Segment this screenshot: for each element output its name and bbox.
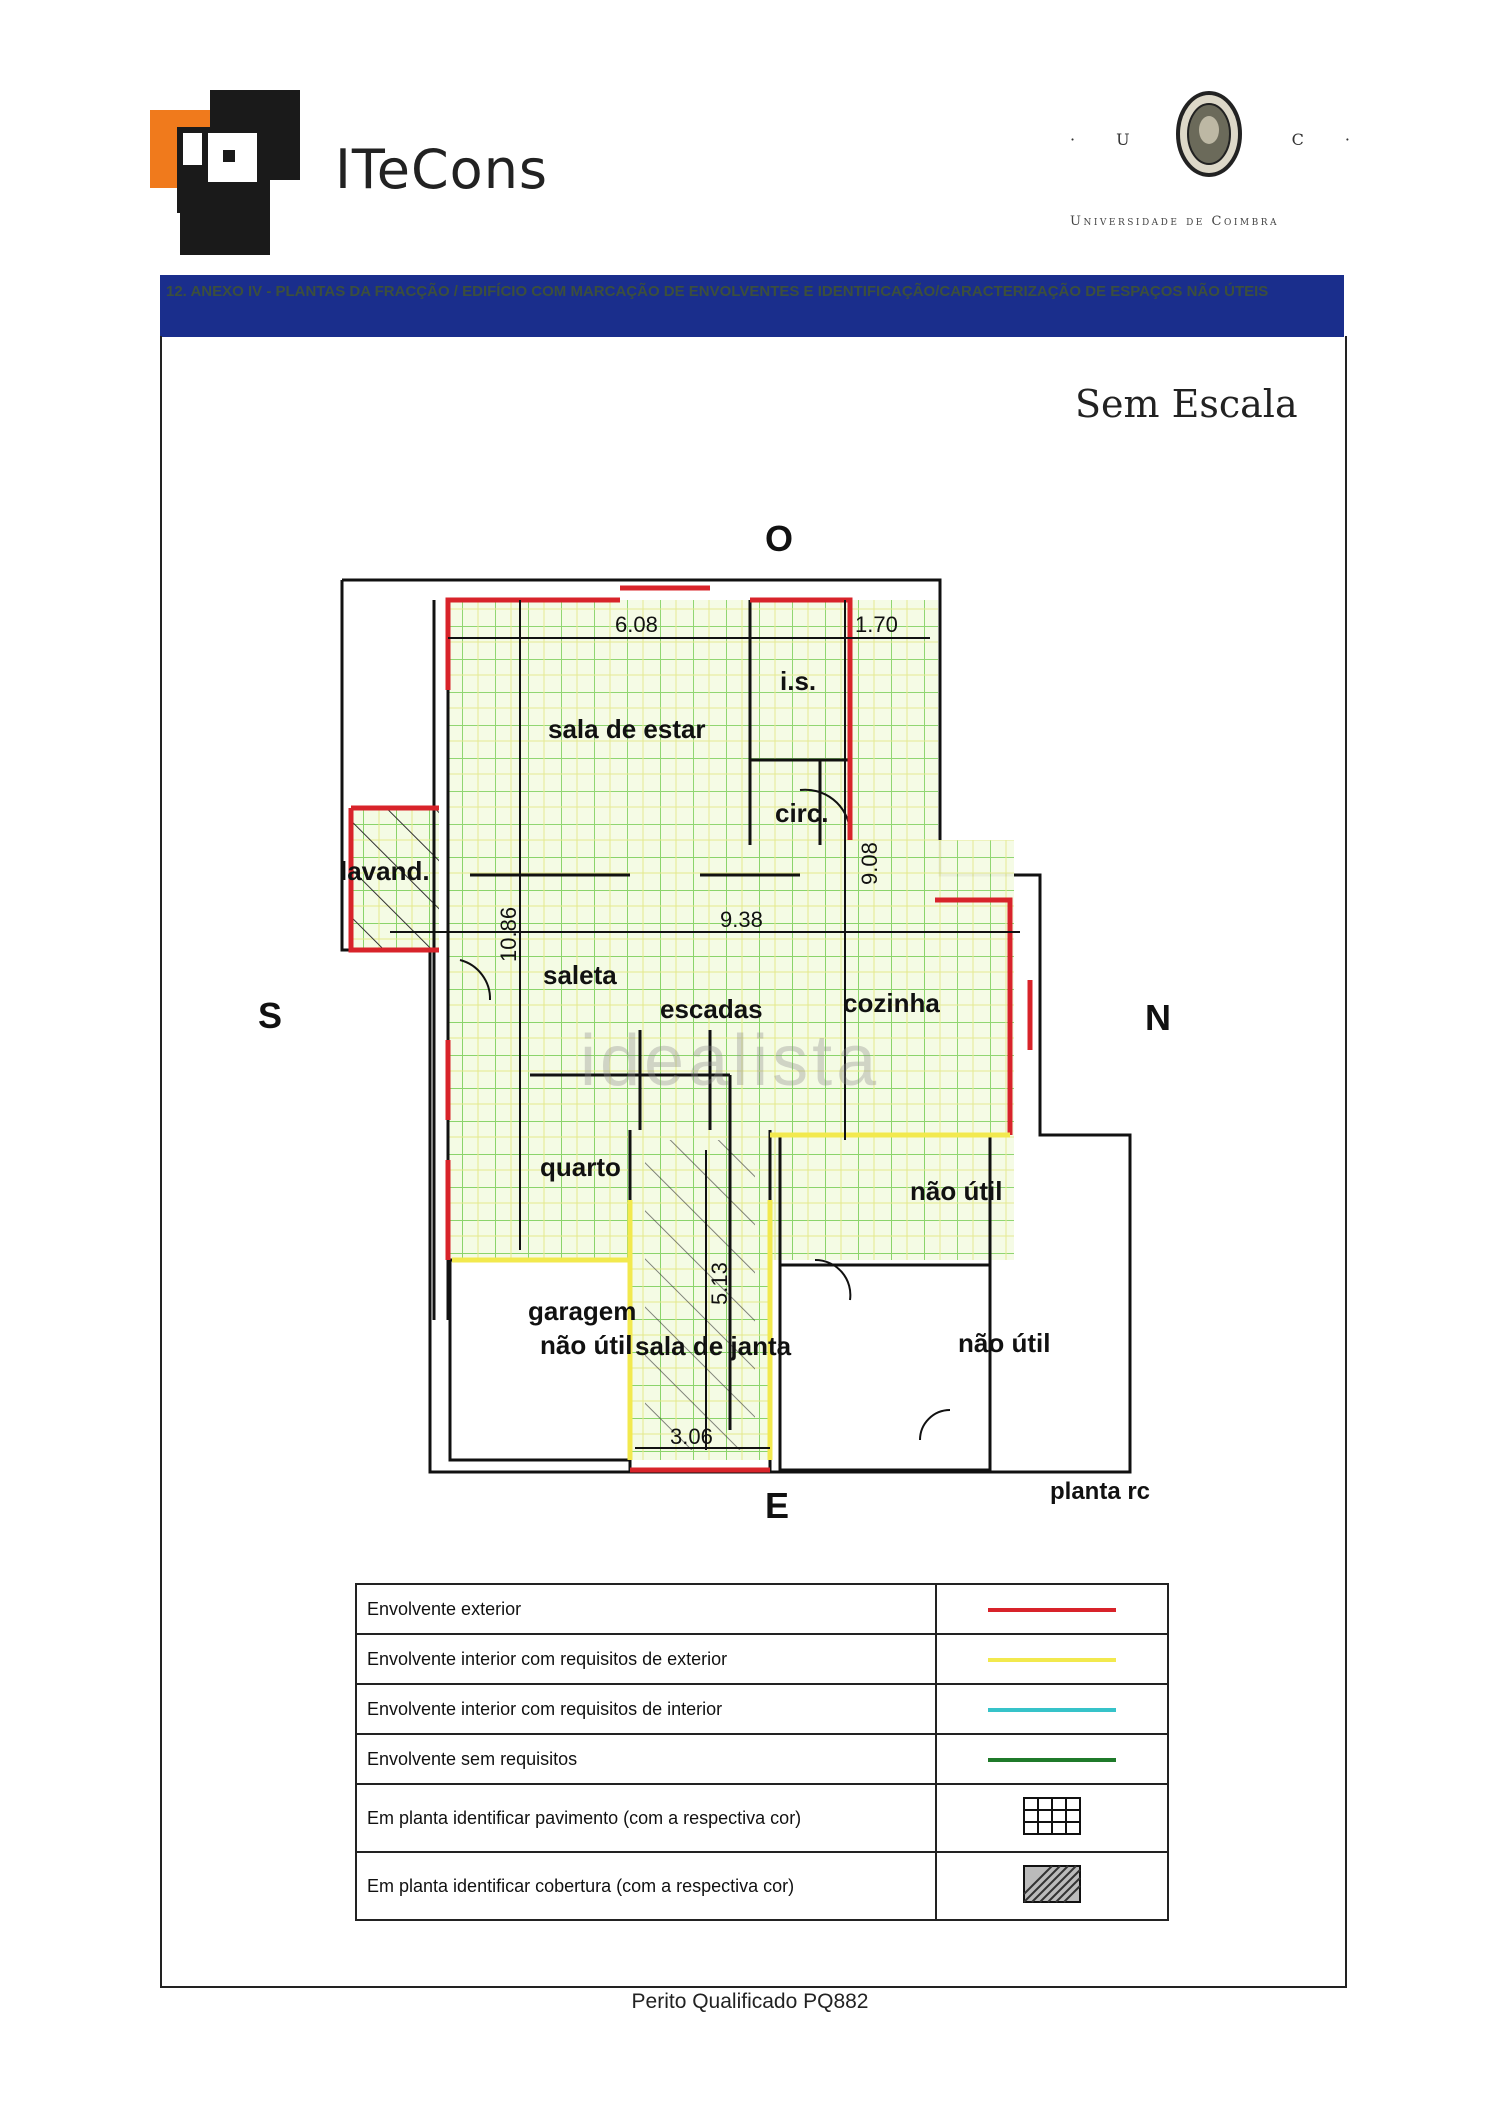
uc-letter-c: C (1291, 130, 1304, 149)
legend-symbol (936, 1734, 1168, 1784)
room-quarto: quarto (540, 1152, 621, 1182)
line-sample-green (988, 1758, 1116, 1762)
dim-9-38: 9.38 (720, 907, 763, 932)
uc-logo (1070, 90, 1370, 240)
room-nao-util-b: não útil (958, 1328, 1051, 1358)
plan-label: planta rc (1050, 1478, 1151, 1505)
legend-label: Em planta identificar cobertura (com a respectiva cor) (356, 1852, 936, 1920)
uc-name: Universidade de Coimbra (1070, 214, 1279, 229)
section-title-band (160, 275, 1344, 337)
legend-symbol (936, 1634, 1168, 1684)
legend-label: Em planta identificar pavimento (com a respectiva cor) (356, 1784, 936, 1852)
dim-1-70: 1.70 (855, 612, 898, 637)
legend-row (356, 1734, 1168, 1784)
legend-row (356, 1784, 1168, 1852)
line-sample-yellow (988, 1658, 1116, 1662)
legend-table (355, 1583, 1169, 1921)
section-title: 12. ANEXO IV - PLANTAS DA FRACÇÃO / EDIFÍCIO COM MARCAÇÃO DE ENVOLVENTES E IDENTIFICAÇÃO/CARACTERIZAÇÃO DE ESPAÇOS NÃO ÚTEIS (166, 283, 1269, 300)
legend-label: Envolvente interior com requisitos de exterior (356, 1634, 936, 1684)
line-sample-red (988, 1608, 1116, 1612)
legend-symbol (936, 1784, 1168, 1852)
dim-5-13: 5.13 (707, 1262, 732, 1305)
room-nao-util-a: não útil (910, 1176, 1003, 1206)
room-garagem-nao-util: não útil (540, 1330, 633, 1360)
dim-3-06: 3.06 (670, 1424, 713, 1449)
room-cozinha: cozinha (843, 988, 940, 1018)
itecons-logo (150, 90, 320, 255)
uc-letters: · U C · (1070, 130, 1350, 149)
compass-top: O (765, 518, 794, 559)
compass-left: S (258, 995, 283, 1036)
footer-text: Perito Qualificado PQ882 (631, 1990, 869, 2013)
compass-bottom: E (765, 1485, 790, 1526)
line-sample-cyan (988, 1708, 1116, 1712)
room-lavand: lavand. (340, 856, 430, 886)
grid-pattern-icon (1022, 1796, 1082, 1836)
uc-letter-u: U (1116, 130, 1130, 149)
room-sala-jantar: sala de janta (635, 1331, 792, 1361)
itecons-name: ITeCons (335, 138, 549, 201)
room-is: i.s. (780, 666, 817, 696)
legend-label: Envolvente sem requisitos (356, 1734, 936, 1784)
legend-row (356, 1684, 1168, 1734)
legend-symbol (936, 1684, 1168, 1734)
legend-symbol (936, 1852, 1168, 1920)
dim-9-08: 9.08 (857, 842, 882, 885)
hatch-pattern-icon (1022, 1864, 1082, 1904)
legend-label: Envolvente exterior (356, 1584, 936, 1634)
uc-seal-icon (1175, 90, 1243, 178)
legend-row (356, 1634, 1168, 1684)
room-circ: circ. (775, 798, 829, 828)
dim-10-86: 10.86 (496, 906, 521, 962)
scale-note: Sem Escala (1075, 382, 1298, 426)
room-garagem: garagem (528, 1296, 637, 1326)
watermark: idealista (580, 1021, 881, 1101)
dim-6-08: 6.08 (615, 612, 658, 637)
room-saleta: saleta (543, 960, 617, 990)
legend-label: Envolvente interior com requisitos de interior (356, 1684, 936, 1734)
legend-row (356, 1852, 1168, 1920)
room-escadas: escadas (660, 994, 763, 1024)
legend-symbol (936, 1584, 1168, 1634)
compass-right: N (1145, 997, 1171, 1038)
legend-row (356, 1584, 1168, 1634)
room-sala-estar: sala de estar (548, 714, 706, 744)
